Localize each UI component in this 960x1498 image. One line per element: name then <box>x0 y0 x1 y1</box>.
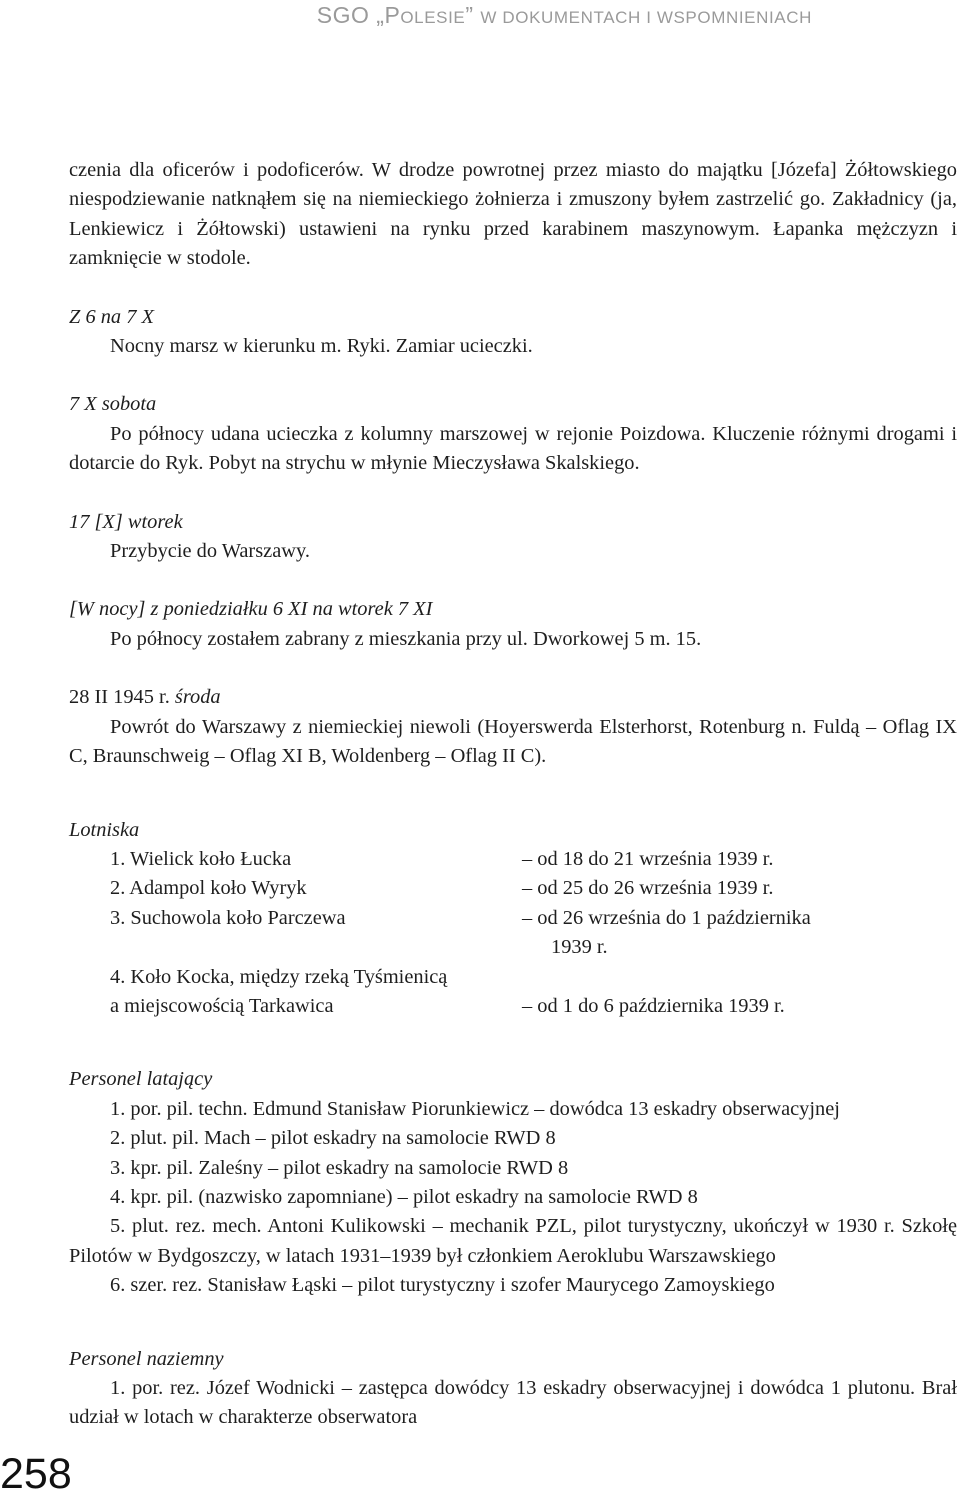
running-header <box>317 0 812 30</box>
entry-date: 7 X sobota <box>69 393 157 416</box>
entry-text: Przybycie do Warszawy. <box>110 540 310 563</box>
header-prefix: SGO „ <box>316 2 385 28</box>
airfield-place: 4. Koło Kocka, między rzeką Tyśmienicą <box>110 965 448 988</box>
airfield-place-continued: a miejscowością Tarkawica <box>110 994 334 1017</box>
airfield-dates: – od 25 do 26 września 1939 r. <box>522 877 774 900</box>
entry-text: Po północy zostałem zabrany z mieszkania przy ul. Dworkowej 5 m. 15. <box>110 627 702 650</box>
airfield-row <box>110 874 957 903</box>
header-polesie-initial: P <box>384 2 401 28</box>
page-body <box>69 156 957 1433</box>
airfield-dates-continued: 1939 r. <box>551 936 608 959</box>
flying-personnel-title: Personel latający <box>69 1068 213 1091</box>
personnel-item: 1. por. pil. techn. Edmund Stanisław Piorunkiewicz – dowódca 13 eskadry obserwacyjnej <box>110 1097 840 1120</box>
personnel-item: 6. szer. rez. Stanisław Łąski – pilot turystyczny i szofer Maurycego Zamoyskiego <box>110 1274 775 1297</box>
personnel-item: 4. kpr. pil. (nazwisko zapomniane) – pilot eskadry na samolocie RWD 8 <box>110 1185 698 1208</box>
airfield-dates: – od 1 do 6 października 1939 r. <box>522 994 785 1017</box>
entry-date: 17 [X] wtorek <box>69 510 183 533</box>
airfield-row <box>110 963 957 1022</box>
airfield-dates: – od 26 września do 1 października <box>522 906 811 929</box>
airfield-row <box>110 904 957 963</box>
personnel-item: 2. plut. pil. Mach – pilot eskadry na samolocie RWD 8 <box>110 1127 556 1150</box>
airfield-place: 2. Adampol koło Wyryk <box>110 877 307 900</box>
entry-date: Z 6 na 7 X <box>69 305 154 328</box>
personnel-item: 5. plut. rez. mech. Antoni Kulikowski – mechanik PZL, pilot turystyczny, ukończył w 1930 r. Szkołę Pilotów w Bydgoszczy, w latach 1931–1939 był członkiem Aeroklubu Warszawskiego <box>69 1215 957 1267</box>
entry-date-weekday: środa <box>169 686 221 709</box>
airfield-dates: – od 18 do 21 września 1939 r. <box>522 847 774 870</box>
entry-date: [W nocy] z poniedziałku 6 XI na wtorek 7 XI <box>69 598 433 621</box>
intro-paragraph: czenia dla oficerów i podoficerów. W drodze powrotnej przez miasto do majątku [Józefa] Żółtowskiego niespodziewanie natknąłem się na niemieckiego żołnierza i zmuszony byłem zastrzelić go. Zakładnicy (ja, Lenkiewicz i Żółtowski) ustawieni na rynku przed karabinem maszynowym. Łapanka mężczyzn i zamknięcie w stodole. <box>69 159 957 270</box>
ground-personnel-title: Personel naziemny <box>69 1347 224 1370</box>
header-suffix: ” <box>465 2 481 28</box>
airfield-row <box>110 845 957 874</box>
header-subtitle: W DOKUMENTACH I WSPOMNIENIACH <box>480 8 812 27</box>
entry-date-day: 28 II 1945 r. <box>69 686 170 709</box>
airfields-title: Lotniska <box>69 818 140 841</box>
entry-date <box>69 683 957 712</box>
entry-text: Powrót do Warszawy z niemieckiej niewoli (Hoyerswerda Elsterhorst, Rotenburg n. Fuldą – Oflag IX C, Braunschweig – Oflag XI B, Woldenberg – Oflag II C). <box>69 715 957 768</box>
entry-text: Po północy udana ucieczka z kolumny marszowej w rejonie Poizdowa. Kluczenie różnymi drogami i dotarcie do Ryk. Pobyt na strychu w młynie Mieczysława Skalskiego. <box>69 422 957 475</box>
personnel-item: 1. por. rez. Józef Wodnicki – zastępca dowódcy 13 eskadry obserwacyjnej i dowódca 1 plutonu. Brał udział w lotach w charakterze obserwatora <box>69 1377 957 1429</box>
airfield-dates-group <box>522 904 957 963</box>
airfield-place: 3. Suchowola koło Parczewa <box>110 906 346 929</box>
airfield-place-group <box>110 963 522 1022</box>
airfield-place: 1. Wielick koło Łucka <box>110 847 292 870</box>
airfield-dates-group <box>522 963 957 1022</box>
page-number: 258 <box>0 1450 72 1498</box>
personnel-item: 3. kpr. pil. Zaleśny – pilot eskadry na samolocie RWD 8 <box>110 1156 569 1179</box>
header-polesie-rest: OLESIE <box>400 8 466 27</box>
entry-text: Nocny marsz w kierunku m. Ryki. Zamiar ucieczki. <box>110 335 533 358</box>
